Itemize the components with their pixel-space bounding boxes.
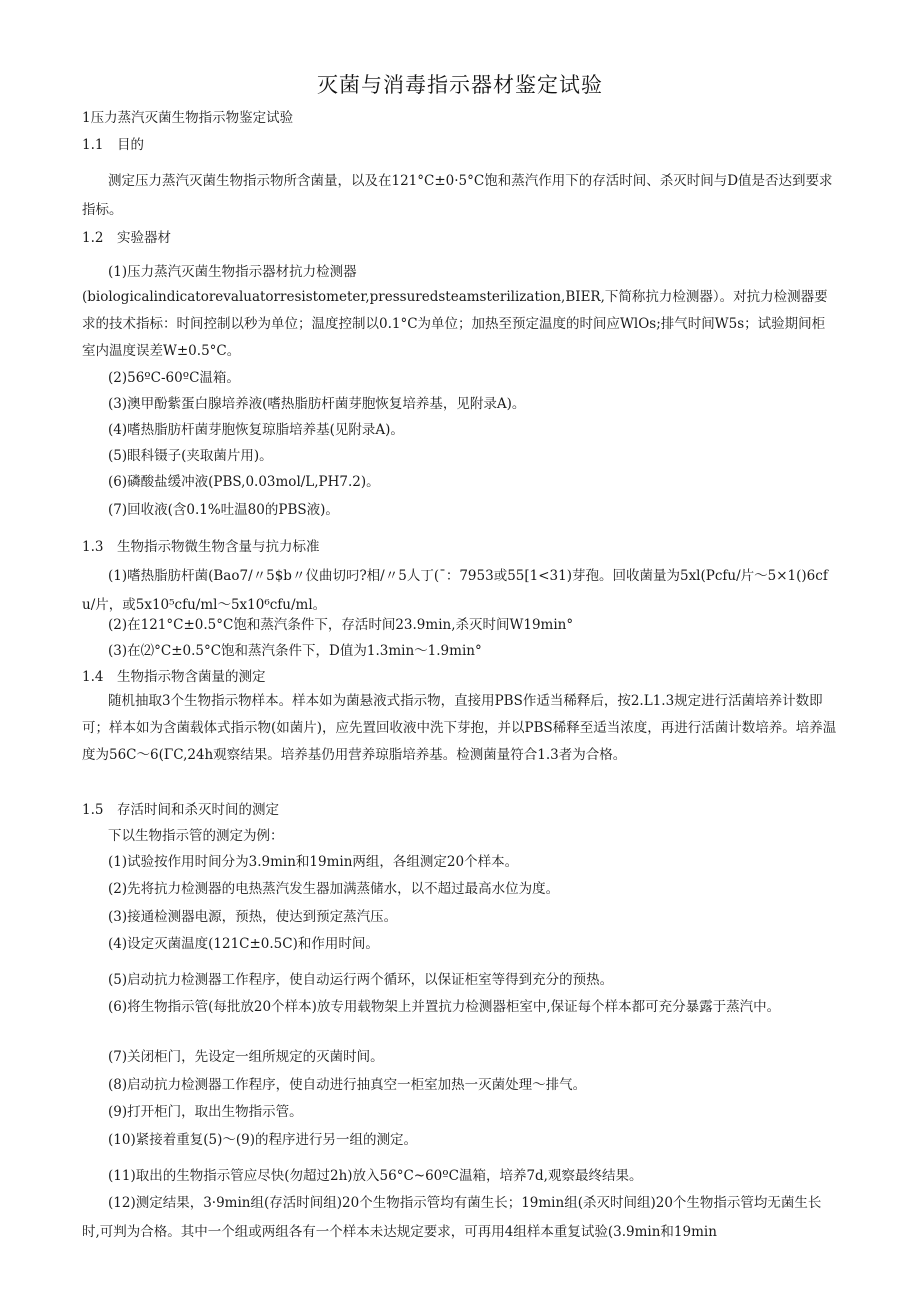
- paragraph-standard-1: (1)嗜热脂肪杆菌(Bao7/〃5$b〃仪曲切叼?相/〃5人丁(ˉ：7953或55[1<31)芽孢。回收菌量为5xl(Pcfu/片～5×1()6cfu/片，或5x10⁵cfu/ml～5x10⁶cfu/ml。: [82, 568, 828, 613]
- step-5: (5)启动抗力检测器工作程序，使自动运行两个循环，以保证柜室等得到充分的预热。: [108, 972, 614, 988]
- paragraph-intro-tubes: 下以生物指示管的测定为例：: [108, 828, 284, 844]
- step-9: (9)打开柜门，取出生物指示管。: [108, 1104, 303, 1120]
- list-item-equipment-7: (7)回收液(含0.1%吐温80的PBS液)。: [108, 502, 339, 518]
- step-10: (10)紧接着重复(5)～(9)的程序进行另一组的测定。: [108, 1132, 417, 1148]
- step-1: (1)试验按作用时间分为3.9min和19min两组，各组测定20个样本。: [108, 854, 519, 870]
- step-7: (7)关闭柜门，先设定一组所规定的灭菌时间。: [108, 1049, 384, 1065]
- subsection-heading-1-1: 1.1 目的: [82, 137, 144, 153]
- step-11: (11)取出的生物指示管应尽快(勿超过2h)放入56°C~60ºC温箱，培养7d,观察最终结果。: [108, 1168, 643, 1184]
- subsection-heading-1-2: 1.2 实验器材: [82, 230, 171, 246]
- list-item-equipment-6: (6)磷酸盐缓冲液(PBS,0.03mol/L,PH7.2)。: [108, 474, 380, 490]
- section-heading-1: 1压力蒸汽灭菌生物指示物鉴定试验: [82, 110, 294, 126]
- step-2: (2)先将抗力检测器的电热蒸汽发生器加满蒸储水，以不超过最高水位为度。: [108, 881, 560, 897]
- list-item-equipment-1: (1)压力蒸汽灭菌生物指示器材抗力检测器: [108, 264, 357, 280]
- step-4: (4)设定灭菌温度(121C±0.5C)和作用时间。: [108, 936, 379, 952]
- subsection-heading-1-5: 1.5 存活时间和杀灭时间的测定: [82, 802, 279, 818]
- document-title: 灭菌与消毒指示器材鉴定试验: [317, 73, 603, 97]
- step-8: (8)启动抗力检测器工作程序，使自动进行抽真空一柜室加热一灭菌处理～排气。: [108, 1077, 587, 1093]
- paragraph-count-method: 随机抽取3个生物指示物样本。样本如为菌悬液式指示物，直接用PBS作适当稀释后，按2.L1.3规定进行活菌培养计数即可；样本如为含菌载体式指示物(如菌片)，应先置回收液中洗下芽抱，并以PBS稀释至适当浓度，再进行活菌计数培养。培养温度为56C～6(ΓC,24h观察结果。培养基仍用营养琼脂培养基。检测菌量符合1.3者为合格。: [82, 693, 837, 763]
- list-item-equipment-2: (2)56ºC-60ºC温箱。: [108, 370, 240, 386]
- paragraph-standard-2: (2)在121°C±0.5°C饱和蒸汽条件下，存活时间23.9min,杀灭时间W19min°: [108, 617, 574, 633]
- list-item-equipment-4: (4)嗜热脂肪杆菌芽胞恢复琼脂培养基(见附录A)。: [108, 422, 404, 438]
- paragraph-bier-requirements: (biologicalindicatorevaluatorresistometer,pressuredsteamsterilization,BIER,下简称抗力检测器）。对抗力检测器要求的技术指标：时间控制以秒为单位；温度控制以0.1°C为单位；加热至预定温度的时间应WlOs;排气时间W5s；试验期间柜室内温度误差W±0.5°C。: [82, 289, 828, 359]
- step-6: (6)将生物指示管(每批放20个样本)放专用载物架上并置抗力检测器柜室中,保证每个样本都可充分暴露于蒸汽中。: [108, 999, 781, 1015]
- paragraph-standard-3: (3)在⑵°C±0.5°C饱和蒸汽条件下，D值为1.3min～1.9min°: [108, 643, 482, 659]
- list-item-equipment-5: (5)眼科镊子(夹取菌片用)。: [108, 448, 273, 464]
- subsection-heading-1-4: 1.4 生物指示物含菌量的测定: [82, 669, 266, 685]
- step-3: (3)接通检测器电源，预热，使达到预定蒸汽压。: [108, 909, 398, 925]
- paragraph-purpose: 测定压力蒸汽灭菌生物指示物所含菌量，以及在121°C±0·5°C饱和蒸汽作用下的存活时间、杀灭时间与D值是否达到要求指标。: [82, 173, 833, 218]
- subsection-heading-1-3: 1.3 生物指示物微生物含量与抗力标准: [82, 539, 320, 555]
- step-12: (12)测定结果，3·9min组(存活时间组)20个生物指示管均有菌生长；19min组(杀灭时间组)20个生物指示管均无菌生长时,可判为合格。其中一个组或两组各有一个样本未达规定要求，可再用4组样本重复试验(3.9min和19min: [82, 1195, 822, 1240]
- list-item-equipment-3: (3)澳甲酚紫蛋白腺培养液(嗜热脂肪杆菌芽胞恢复培养基，见附录A)。: [108, 396, 526, 412]
